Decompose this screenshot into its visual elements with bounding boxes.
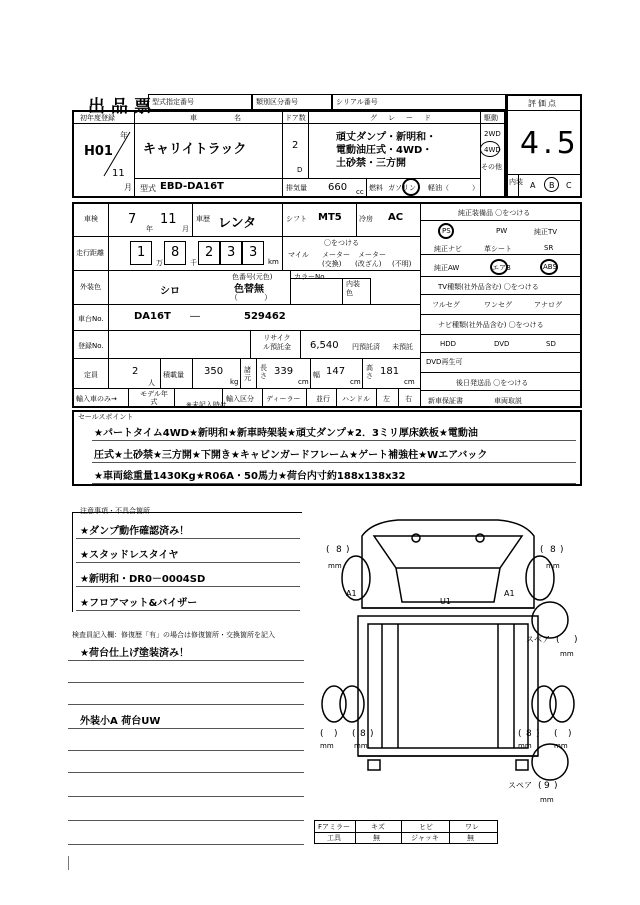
- inspection-label: 車検: [84, 215, 98, 223]
- tire-rr-in: 8: [526, 729, 532, 739]
- after-title: 後日発送品 〇をつける: [456, 379, 529, 387]
- model-designation-box[interactable]: [148, 94, 252, 110]
- navi-title: ナビ種類(社外品含む) 〇をつける: [438, 321, 544, 329]
- model-value[interactable]: EBD-DA16T: [160, 181, 224, 192]
- handle-right[interactable]: 右: [405, 395, 412, 403]
- int-color-label: 内装色: [346, 280, 360, 297]
- interior-grade-a[interactable]: A: [530, 181, 536, 190]
- equip-title: 純正装備品 〇をつける: [458, 209, 531, 217]
- equip-tv[interactable]: 純正TV: [534, 228, 558, 236]
- legend-h1: Fアミラー: [318, 823, 351, 831]
- ext-color-value[interactable]: シロ: [160, 286, 180, 297]
- svg-text:(: (: [538, 781, 542, 791]
- first-reg-era[interactable]: H01: [84, 144, 113, 159]
- spare-label-2: スペア: [508, 781, 532, 790]
- navi-dvd[interactable]: DVD: [494, 340, 510, 348]
- legend-v1: 工具: [327, 834, 341, 842]
- usage-value[interactable]: レンタ: [218, 216, 257, 231]
- score-box: [506, 94, 582, 198]
- length-value[interactable]: 339: [274, 366, 294, 377]
- dvd-play-label[interactable]: DVD再生可: [426, 358, 463, 366]
- inspection-year[interactable]: 7: [128, 212, 137, 227]
- tv-oneseg[interactable]: ワンセグ: [484, 301, 512, 309]
- vehicle-diagram[interactable]: [312, 508, 584, 804]
- interior-selected-circle: [544, 177, 559, 192]
- year-suffix: 年: [120, 131, 128, 140]
- equip-ps-circle: [438, 223, 454, 239]
- mile-opt-mile[interactable]: マイル: [288, 251, 309, 259]
- mileage-digit-box[interactable]: [198, 241, 220, 265]
- recycle-label: リサイクル預託金: [263, 334, 291, 351]
- handle-left[interactable]: 左: [383, 395, 390, 403]
- tire-rl-in: 8: [360, 729, 366, 739]
- tire-fr: 8: [550, 545, 556, 555]
- serial-label: シリアル番号: [336, 98, 378, 106]
- notes-label: 注意事項・不具合箇所: [80, 507, 150, 515]
- capacity-label: 定員: [84, 371, 98, 379]
- mileage-digit-box[interactable]: [242, 241, 264, 265]
- svg-text:mm: mm: [320, 742, 334, 750]
- equip-airbag-circle: [490, 259, 508, 275]
- interior-grade-b[interactable]: B: [549, 181, 555, 190]
- navi-hdd[interactable]: HDD: [440, 340, 457, 348]
- displacement-value[interactable]: 660: [328, 182, 348, 193]
- km-unit: km: [268, 258, 279, 266]
- shift-label: シフト: [286, 215, 307, 223]
- equip-abs[interactable]: ABS: [543, 263, 557, 271]
- dims-label: 諸元: [244, 366, 251, 382]
- doors-suffix: D: [297, 166, 303, 174]
- mileage-label: 走行距離: [76, 249, 104, 257]
- chassis-label: 車台No.: [78, 315, 104, 323]
- svg-text:): ): [370, 729, 374, 739]
- score-value: 4.5: [520, 126, 580, 161]
- sales-label: セールスポイント: [78, 413, 134, 421]
- doors-label: ドア数: [285, 114, 306, 122]
- load-value[interactable]: 350: [204, 366, 224, 377]
- svg-text:): ): [568, 729, 572, 739]
- svg-text:(: (: [540, 545, 544, 555]
- svg-text:mm: mm: [546, 562, 560, 570]
- color-changed[interactable]: 色替無: [234, 284, 264, 295]
- mileage-digit-box[interactable]: [130, 241, 152, 265]
- legend-v2: 無: [373, 834, 380, 842]
- shift-value[interactable]: MT5: [318, 212, 342, 223]
- height-value[interactable]: 181: [380, 366, 400, 377]
- inspection-month-suffix: 月: [182, 225, 189, 233]
- inspector-label: 検査員記入欄：修復歴「有」の場合は修復箇所・交換箇所を記入: [72, 631, 275, 639]
- svg-text:mm: mm: [540, 796, 554, 804]
- month-suffix: 月: [124, 183, 132, 192]
- svg-text:mm: mm: [560, 650, 574, 658]
- equip-leather[interactable]: 革シート: [484, 245, 512, 253]
- length-unit: cm: [298, 378, 309, 386]
- import-parallel[interactable]: 並行: [316, 395, 330, 403]
- model-prefix: 型式: [140, 184, 156, 193]
- tv-fullseg[interactable]: フルセグ: [432, 301, 460, 309]
- form-title: 出品票: [88, 97, 157, 117]
- ext-color-label: 外装色: [80, 283, 101, 291]
- mile-sub-unknown: (不明): [392, 260, 412, 268]
- svg-text:): ): [554, 781, 558, 791]
- note-line-4[interactable]: ★フロアマット&バイザー: [80, 598, 198, 609]
- color-paren-open: （: [230, 293, 238, 302]
- note-line-1[interactable]: ★ダンプ動作確認済み！: [80, 526, 190, 537]
- svg-text:): ): [574, 635, 578, 645]
- displacement-label: 排気量: [286, 184, 307, 192]
- equip-aw[interactable]: 純正AW: [434, 264, 460, 272]
- tv-analog[interactable]: アナログ: [534, 301, 562, 309]
- usage-label: 車歴: [196, 215, 210, 223]
- height-label: 高さ: [366, 364, 373, 380]
- mile-opt-meter-swap[interactable]: メーター: [322, 251, 350, 259]
- grade-line-2[interactable]: 電動油圧式・4WD・: [336, 145, 433, 156]
- subnote: ※未記入時は: [186, 401, 227, 409]
- color-paren-close: ）: [264, 293, 272, 302]
- drive-other[interactable]: その他: [481, 163, 502, 171]
- legend-v4: 無: [467, 834, 474, 842]
- svg-text:(: (: [320, 729, 324, 739]
- fuel-light-oil-close: ）: [472, 184, 479, 192]
- fuel-gasoline[interactable]: ガソリン: [388, 184, 416, 192]
- width-value[interactable]: 147: [326, 366, 346, 377]
- sales-line-2[interactable]: 圧式★土砂禁★三方開★下開き★キャビンガードフレーム★ゲート補強柱★Wエアバック: [94, 450, 488, 461]
- legend-h2: キズ: [371, 823, 385, 831]
- mileage-digit: 3: [227, 245, 236, 260]
- doors-value[interactable]: 2: [292, 140, 299, 151]
- displacement-unit: cc: [356, 188, 364, 196]
- tv-title: TV種類(社外品含む) 〇をつける: [438, 283, 539, 291]
- svg-text:): ): [346, 545, 350, 555]
- capacity-unit: 人: [148, 379, 155, 387]
- interior-grade-c[interactable]: C: [566, 181, 572, 190]
- grade-line-3[interactable]: 土砂禁・三方開: [336, 158, 406, 169]
- mile-sub-swap: (交換): [322, 260, 342, 268]
- mark-a1-right: A1: [504, 589, 515, 598]
- category-label: 類別区分番号: [256, 98, 298, 106]
- equip-abs-circle: [540, 259, 558, 275]
- after-warranty[interactable]: 新車保証書: [428, 397, 463, 405]
- import-type-label: 輸入区分: [226, 395, 254, 403]
- svg-text:): ): [334, 729, 338, 739]
- color-change-label: カラーNo.: [294, 273, 327, 281]
- svg-text:(: (: [554, 729, 558, 739]
- fuel-light-oil[interactable]: 軽油（: [428, 184, 449, 192]
- drive-selected-circle: [480, 141, 500, 157]
- length-label: 長さ: [260, 364, 267, 380]
- svg-text:): ): [560, 545, 564, 555]
- mileage-digit: 2: [205, 245, 214, 260]
- legend-h4: ワレ: [465, 823, 479, 831]
- equip-navi[interactable]: 純正ナビ: [434, 245, 462, 253]
- mark-a1-left: A1: [346, 589, 357, 598]
- grade-line-1[interactable]: 頑丈ダンプ・新明和・: [336, 132, 437, 143]
- chassis-prefix[interactable]: DA16T: [134, 311, 171, 322]
- mile-sub-tamper: (改ざん): [355, 260, 382, 268]
- category-box[interactable]: [252, 94, 332, 110]
- spare-label-1: スペア: [526, 635, 550, 644]
- fuel-label: 燃料: [369, 184, 383, 192]
- recycle-status[interactable]: 未預託: [392, 343, 413, 351]
- car-name-label: 車 名: [190, 114, 245, 122]
- fuel-selected-circle: [402, 178, 420, 196]
- man-unit: 万: [156, 259, 163, 267]
- first-reg-month[interactable]: 11: [112, 168, 125, 179]
- mark-u1: U1: [440, 597, 451, 606]
- load-label: 積載量: [163, 371, 184, 379]
- equip-pw[interactable]: PW: [496, 227, 508, 235]
- handle-label: ハンドル: [342, 395, 370, 403]
- car-name[interactable]: キャリイトラック: [143, 142, 247, 157]
- import-dealer[interactable]: ディーラー: [266, 395, 301, 403]
- after-manual[interactable]: 車両取説: [494, 397, 522, 405]
- reg-no-label: 登録No.: [78, 342, 104, 350]
- width-unit: cm: [350, 378, 361, 386]
- equip-ps[interactable]: PS: [442, 227, 451, 235]
- svg-text:mm: mm: [554, 742, 568, 750]
- recycle-amount[interactable]: 6,540: [310, 340, 339, 351]
- equip-sr[interactable]: SR: [544, 244, 554, 252]
- sales-line-3[interactable]: ★車両総重量1430Kg★R06A・50馬力★荷台内寸約188x138x32: [94, 471, 406, 482]
- legend-h3: ヒビ: [419, 823, 433, 831]
- mile-opt-meter-tamper[interactable]: メーター: [358, 251, 386, 259]
- recycle-unit: 円預託済: [352, 343, 380, 351]
- color-no-label: 色番号(元色): [232, 273, 273, 281]
- mileage-digit-box[interactable]: [220, 241, 242, 265]
- chassis-number[interactable]: 529462: [244, 311, 286, 322]
- serial-box[interactable]: [332, 94, 506, 110]
- import-label: 輸入車のみ→: [76, 395, 117, 403]
- model-designation-label: 型式指定番号: [152, 98, 194, 106]
- drive-2wd[interactable]: 2WD: [484, 130, 501, 138]
- svg-text:(: (: [326, 545, 330, 555]
- legend-v3: ジャッキ: [411, 834, 439, 842]
- grade-label: グ レ ー ド: [370, 114, 433, 122]
- width-label: 幅: [313, 371, 320, 379]
- svg-text:(: (: [556, 635, 560, 645]
- mileage-hint: 〇をつける: [324, 239, 359, 247]
- model-year-label: モデル年式: [140, 390, 168, 406]
- mileage-digit: 3: [249, 245, 258, 260]
- note-line-3[interactable]: ★新明和・DR0－0004SD: [80, 574, 206, 585]
- height-unit: cm: [404, 378, 415, 386]
- svg-text:): ): [536, 729, 540, 739]
- note-line-2[interactable]: ★スタッドレスタイヤ: [80, 550, 179, 561]
- interior-label: 内装: [509, 178, 523, 186]
- inspection-month[interactable]: 11: [160, 212, 177, 227]
- ac-label: 冷房: [359, 215, 373, 223]
- drive-4wd[interactable]: 4WD: [484, 146, 501, 154]
- sales-line-1[interactable]: ★パートタイム4WD★新明和★新車時架装★頑丈ダンプ★2．3ミリ厚床鉄板★電動油: [94, 428, 478, 439]
- svg-text:(: (: [352, 729, 356, 739]
- inspector-line-4[interactable]: 外装小A 荷台UW: [80, 716, 161, 727]
- svg-text:mm: mm: [354, 742, 368, 750]
- tire-fl: 8: [336, 545, 342, 555]
- chassis-dash: ―: [190, 311, 200, 322]
- spare-2-depth: 9: [544, 781, 550, 791]
- score-label: 評価点: [528, 99, 558, 108]
- legend-table: [314, 820, 498, 844]
- mileage-digit: 1: [137, 245, 146, 260]
- load-unit: kg: [230, 378, 239, 386]
- svg-text:mm: mm: [518, 742, 532, 750]
- drive-label: 駆動: [484, 114, 498, 122]
- navi-sd[interactable]: SD: [546, 340, 556, 348]
- svg-text:(: (: [518, 729, 522, 739]
- svg-text:mm: mm: [328, 562, 342, 570]
- mileage-digit: 8: [171, 245, 180, 260]
- inspector-line-1[interactable]: ★荷台仕上げ塗装済み！: [80, 648, 189, 659]
- first-reg-label: 初年度登録: [80, 114, 115, 122]
- equip-airbag[interactable]: エアB: [492, 264, 511, 272]
- sen-unit: 千: [190, 259, 197, 267]
- capacity-value[interactable]: 2: [132, 366, 139, 377]
- ac-value[interactable]: AC: [388, 212, 404, 223]
- inspection-year-suffix: 年: [146, 225, 153, 233]
- mileage-digit-box[interactable]: [164, 241, 186, 265]
